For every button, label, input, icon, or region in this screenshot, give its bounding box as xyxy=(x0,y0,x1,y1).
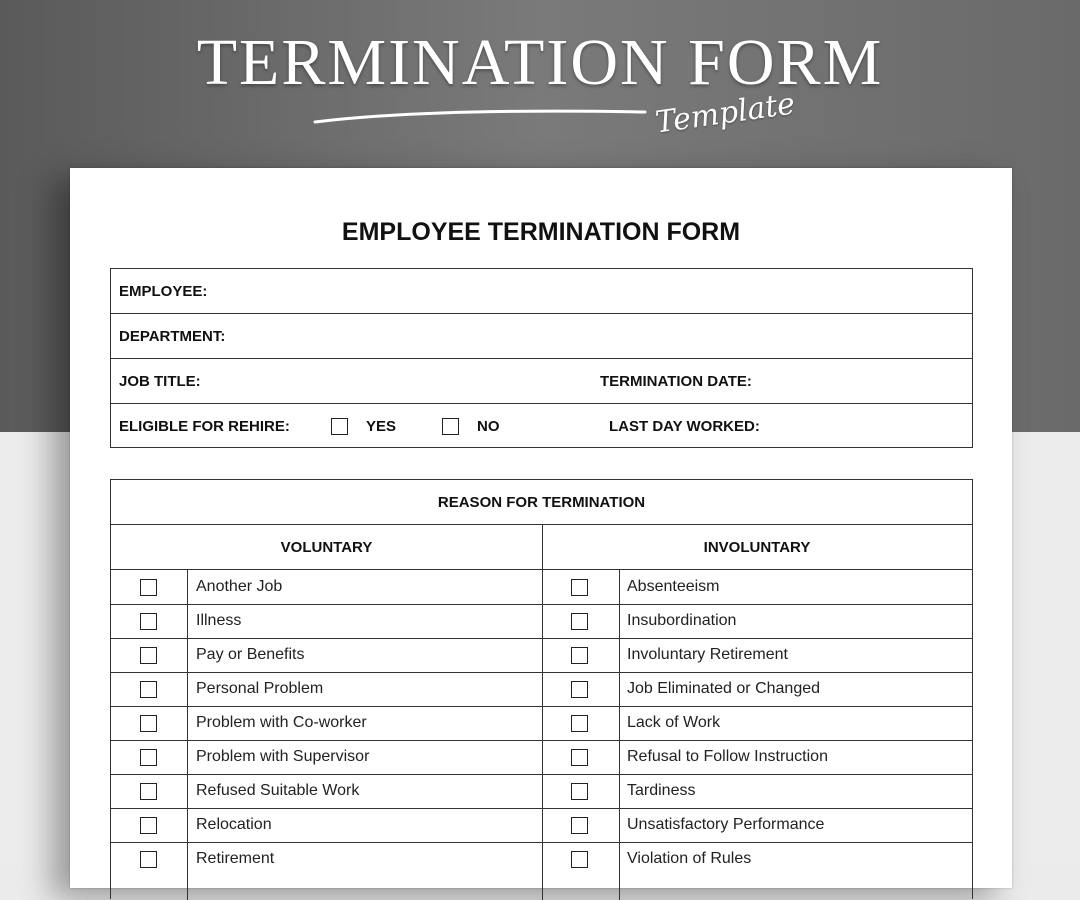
involuntary-reason-checkbox[interactable] xyxy=(571,613,588,630)
voluntary-reason-label: Problem with Co-worker xyxy=(196,714,367,731)
involuntary-reason-label: Job Eliminated or Changed xyxy=(627,680,821,697)
involuntary-reason-label: Absenteeism xyxy=(627,578,720,595)
employee-info-table xyxy=(110,268,973,448)
form-sheet xyxy=(70,168,1012,888)
rehire-no-label: NO xyxy=(477,418,500,435)
involuntary-reason-checkbox[interactable] xyxy=(571,817,588,834)
involuntary-reason-label: Involuntary Retirement xyxy=(627,646,788,663)
form-title: EMPLOYEE TERMINATION FORM xyxy=(341,218,741,246)
department-label: DEPARTMENT: xyxy=(119,328,226,345)
involuntary-reason-checkbox[interactable] xyxy=(571,749,588,766)
rehire-label: ELIGIBLE FOR REHIRE: xyxy=(119,418,290,435)
voluntary-reason-checkbox[interactable] xyxy=(140,613,157,630)
rehire-yes-checkbox[interactable] xyxy=(331,418,348,435)
involuntary-reason-label: Violation of Rules xyxy=(627,850,752,867)
voluntary-reason-label: Another Job xyxy=(196,578,283,595)
hero-title: TERMINATION FORM xyxy=(196,26,884,99)
rehire-yes-label: YES xyxy=(366,418,397,435)
voluntary-reason-label: Problem with Supervisor xyxy=(196,748,370,765)
department-row[interactable] xyxy=(111,314,972,359)
swoosh-decoration xyxy=(310,100,650,130)
reason-table xyxy=(110,479,973,899)
rehire-no-checkbox[interactable] xyxy=(442,418,459,435)
column-divider xyxy=(542,525,543,900)
last-day-worked-label: LAST DAY WORKED: xyxy=(609,418,760,435)
voluntary-reason-label: Refused Suitable Work xyxy=(196,782,360,799)
involuntary-reason-checkbox[interactable] xyxy=(571,681,588,698)
involuntary-reason-checkbox[interactable] xyxy=(571,851,588,868)
employee-row[interactable] xyxy=(111,269,972,314)
row-divider xyxy=(111,672,972,673)
termination-date-label: TERMINATION DATE: xyxy=(600,373,752,390)
voluntary-reason-label: Pay or Benefits xyxy=(196,646,305,663)
voluntary-header: VOLUNTARY xyxy=(111,525,542,570)
involuntary-reason-checkbox[interactable] xyxy=(571,647,588,664)
voluntary-reason-checkbox[interactable] xyxy=(140,851,157,868)
voluntary-reason-checkbox[interactable] xyxy=(140,647,157,664)
hero-subtitle: Template xyxy=(653,86,798,141)
job-title-label: JOB TITLE: xyxy=(119,373,201,390)
rehire-row xyxy=(111,404,972,449)
involuntary-reason-label: Insubordination xyxy=(627,612,737,629)
involuntary-reason-label: Refusal to Follow Instruction xyxy=(627,748,828,765)
reason-header: REASON FOR TERMINATION xyxy=(111,480,972,525)
voluntary-reason-checkbox[interactable] xyxy=(140,715,157,732)
involuntary-reason-checkbox[interactable] xyxy=(571,715,588,732)
voluntary-reason-checkbox[interactable] xyxy=(140,783,157,800)
involuntary-check-divider xyxy=(619,570,620,900)
voluntary-check-divider xyxy=(187,570,188,900)
involuntary-reason-label: Unsatisfactory Performance xyxy=(627,816,825,833)
voluntary-reason-label: Illness xyxy=(196,612,242,629)
voluntary-reason-checkbox[interactable] xyxy=(140,579,157,596)
voluntary-reason-checkbox[interactable] xyxy=(140,817,157,834)
row-divider xyxy=(111,604,972,605)
voluntary-reason-checkbox[interactable] xyxy=(140,749,157,766)
row-divider xyxy=(111,706,972,707)
voluntary-reason-checkbox[interactable] xyxy=(140,681,157,698)
employee-label: EMPLOYEE: xyxy=(119,283,208,300)
involuntary-header: INVOLUNTARY xyxy=(542,525,972,570)
involuntary-reason-label: Tardiness xyxy=(627,782,696,799)
involuntary-reason-label: Lack of Work xyxy=(627,714,721,731)
involuntary-reason-checkbox[interactable] xyxy=(571,783,588,800)
involuntary-reason-checkbox[interactable] xyxy=(571,579,588,596)
voluntary-reason-label: Relocation xyxy=(196,816,272,833)
voluntary-reason-label: Personal Problem xyxy=(196,680,324,697)
row-divider xyxy=(111,808,972,809)
job-title-row[interactable] xyxy=(111,359,972,404)
row-divider xyxy=(111,638,972,639)
row-divider xyxy=(111,842,972,843)
row-divider xyxy=(111,740,972,741)
row-divider xyxy=(111,774,972,775)
voluntary-reason-label: Retirement xyxy=(196,850,275,867)
